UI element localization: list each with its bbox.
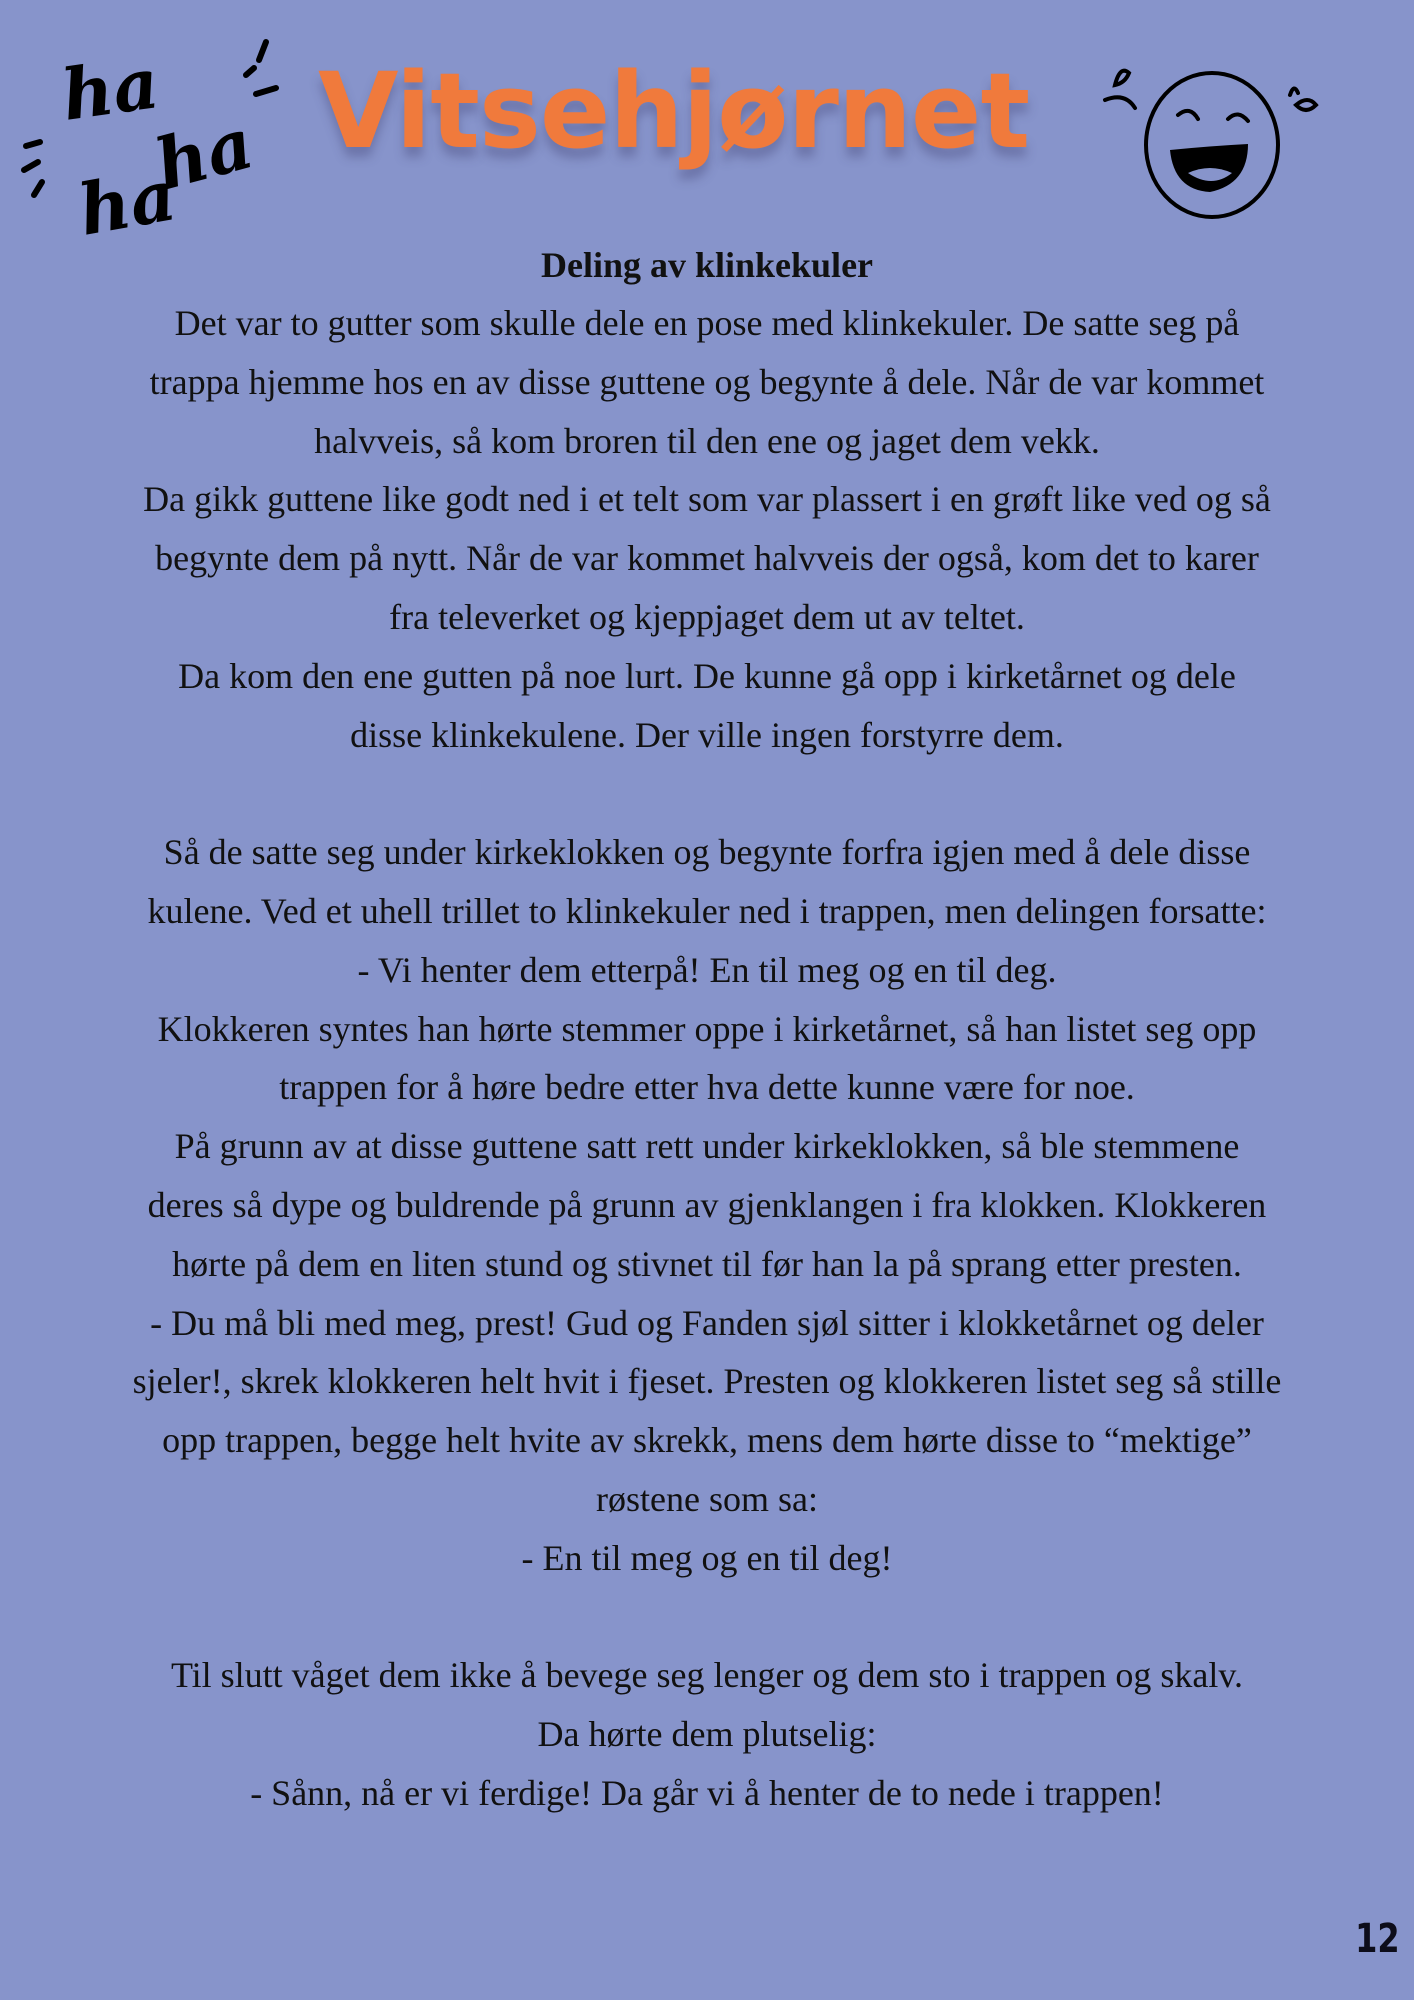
- text-line: fra televerket og kjeppjaget dem ut av teltet.: [389, 596, 1025, 637]
- text-line: På grunn av at disse guttene satt rett under kirkeklokken, så ble stemmene: [174, 1126, 1240, 1167]
- article-body: [20, 294, 1394, 1823]
- svg-text:ha: ha: [72, 153, 182, 252]
- text-line: kulene. Ved et uhell trillet to klinkekuler ned i trappen, men delingen forsatte:: [147, 890, 1267, 931]
- text-line: trappa hjemme hos en av disse guttene og begynte å dele. Når de var kommet: [149, 361, 1265, 402]
- text-line: Da gikk guttene like godt ned i et telt som var plassert i en grøft like ved og så: [143, 479, 1271, 520]
- text-line: Klokkeren syntes han hørte stemmer oppe i kirketårnet, så han listet seg opp: [157, 1008, 1257, 1049]
- text-line: deres så dype og buldrende på grunn av gjenklangen i fra klokken. Klokkeren: [147, 1184, 1267, 1225]
- text-line: - En til meg og en til deg!: [521, 1537, 893, 1578]
- text-line: - Sånn, nå er vi ferdige! Da går vi å henter de to nede i trappen!: [250, 1772, 1164, 1813]
- blank-line: [20, 764, 1394, 823]
- text-line: hørte på dem en liten stund og stivnet til før han la på sprang etter presten.: [172, 1243, 1242, 1284]
- text-line: begynte dem på nytt. Når de var kommet halvveis der også, kom det to karer: [155, 538, 1259, 579]
- svg-text:ha: ha: [56, 41, 164, 137]
- ha-ha-doodle-icon: [14, 20, 294, 260]
- text-line: røstene som sa:: [596, 1478, 818, 1519]
- text-line: sjeler!, skrek klokkeren helt hvit i fjeset. Presten og klokkeren listet seg så stille: [132, 1361, 1282, 1402]
- text-line: Da hørte dem plutselig:: [537, 1714, 877, 1755]
- page-number: 12: [1355, 1916, 1400, 1962]
- text-line: disse klinkekulene. Der ville ingen forstyrre dem.: [350, 714, 1064, 755]
- text-line: Da kom den ene gutten på noe lurt. De kunne gå opp i kirketårnet og dele: [178, 655, 1236, 696]
- blank-line: [20, 1588, 1394, 1647]
- article-heading: Deling av klinkekuler: [540, 245, 874, 285]
- text-line: - Vi henter dem etterpå! En til meg og en til deg.: [357, 949, 1057, 990]
- text-line: - Du må bli med meg, prest! Gud og Fanden sjøl sitter i klokketårnet og deler: [150, 1302, 1264, 1343]
- text-line: opp trappen, begge helt hvite av skrekk, mens dem hørte disse to “mektige”: [162, 1420, 1252, 1461]
- laughing-face-icon: [1100, 55, 1330, 225]
- text-line: trappen for å høre bedre etter hva dette kunne være for noe.: [279, 1067, 1135, 1108]
- text-line: halvveis, så kom broren til den ene og jaget dem vekk.: [314, 420, 1100, 461]
- text-line: Så de satte seg under kirkeklokken og begynte forfra igjen med å dele disse: [163, 832, 1251, 873]
- text-line: Til slutt våget dem ikke å bevege seg lenger og dem sto i trappen og skalv.: [170, 1655, 1244, 1696]
- page-title: Vitsehjørnet: [318, 50, 1030, 172]
- text-line: Det var to gutter som skulle dele en pose med klinkekuler. De satte seg på: [174, 303, 1240, 343]
- svg-text:ha: ha: [146, 101, 262, 207]
